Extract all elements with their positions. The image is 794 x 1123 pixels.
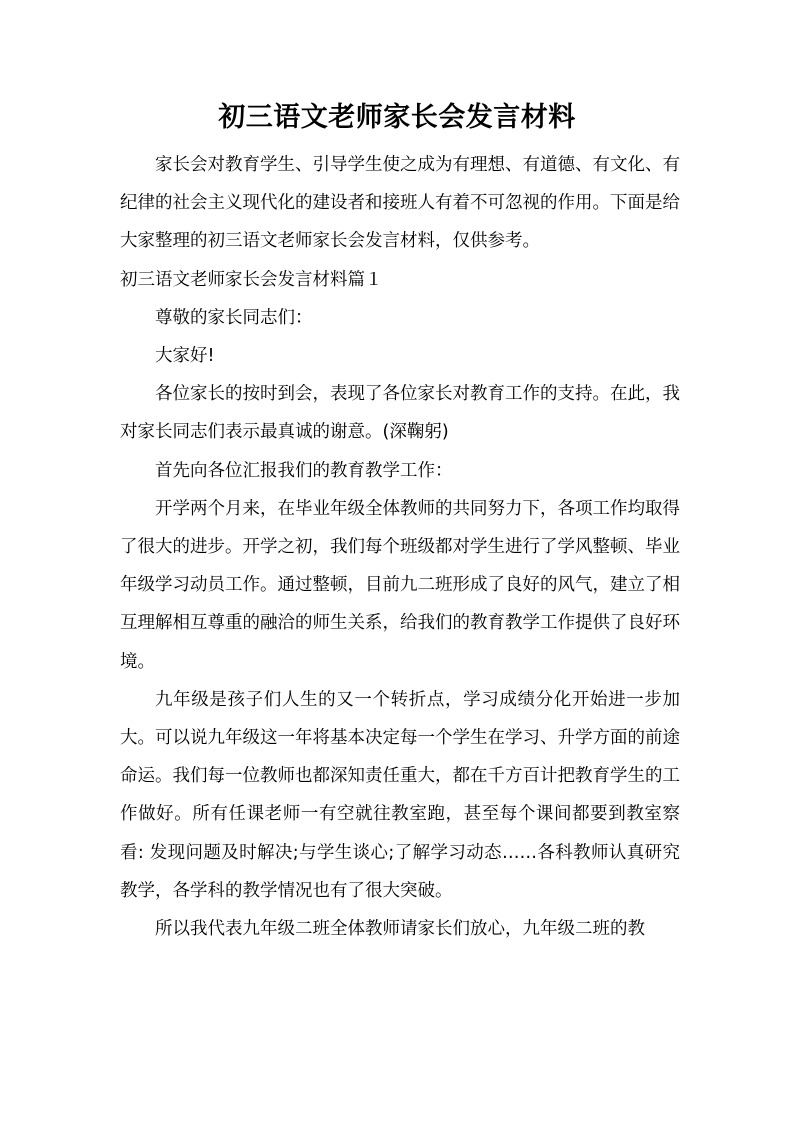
section-heading: 初三语文老师家长会发言材料篇１ — [120, 269, 383, 290]
body-paragraph: 首先向各位汇报我们的教育教学工作： — [155, 460, 453, 481]
document-body — [120, 146, 680, 948]
body-paragraph: 所以我代表九年级二班全体教师请家长们放心，九年级二班的教 — [155, 919, 645, 940]
body-paragraph: 各位家长的按时到会，表现了各位家长对教育工作的支持。在此，我对家长同志们表示最真诚的谢意。(深鞠躬) — [120, 384, 680, 443]
body-paragraph: 九年级是孩子们人生的又一个转折点，学习成绩分化开始进一步加大。可以说九年级这一年将基本决定每一个学生在学习、升学方面的前途命运。我们每一位教师也都深知责任重大，都在千方百计把教育学生的工作做好。所有任课老师一有空就往教室跑，甚至每个课间都要到教室察看: 发现问题及时解决;与学生谈心;了解学习动态……各科教师认真研究教学，各学科的教学情况也有了很大突破。 — [120, 689, 680, 901]
intro-paragraph: 家长会对教育学生、引导学生使之成为有理想、有道德、有文化、有纪律的社会主义现代化的建设者和接班人有着不可忽视的作用。下面是给大家整理的初三语文老师家长会发言材料，仅供参考。 — [120, 155, 680, 252]
greeting: 大家好! — [155, 346, 215, 367]
document-title: 初三语文老师家长会发言材料 — [218, 102, 576, 133]
salutation: 尊敬的家长同志们： — [155, 307, 313, 328]
body-paragraph: 开学两个月来，在毕业年级全体教师的共同努力下，各项工作均取得了很大的进步。开学之初，我们每个班级都对学生进行了学风整顿、毕业年级学习动员工作。通过整顿，目前九二班形成了良好的风气，建立了相互理解相互尊重的融洽的师生关系，给我们的教育教学工作提供了良好环境。 — [120, 498, 680, 672]
